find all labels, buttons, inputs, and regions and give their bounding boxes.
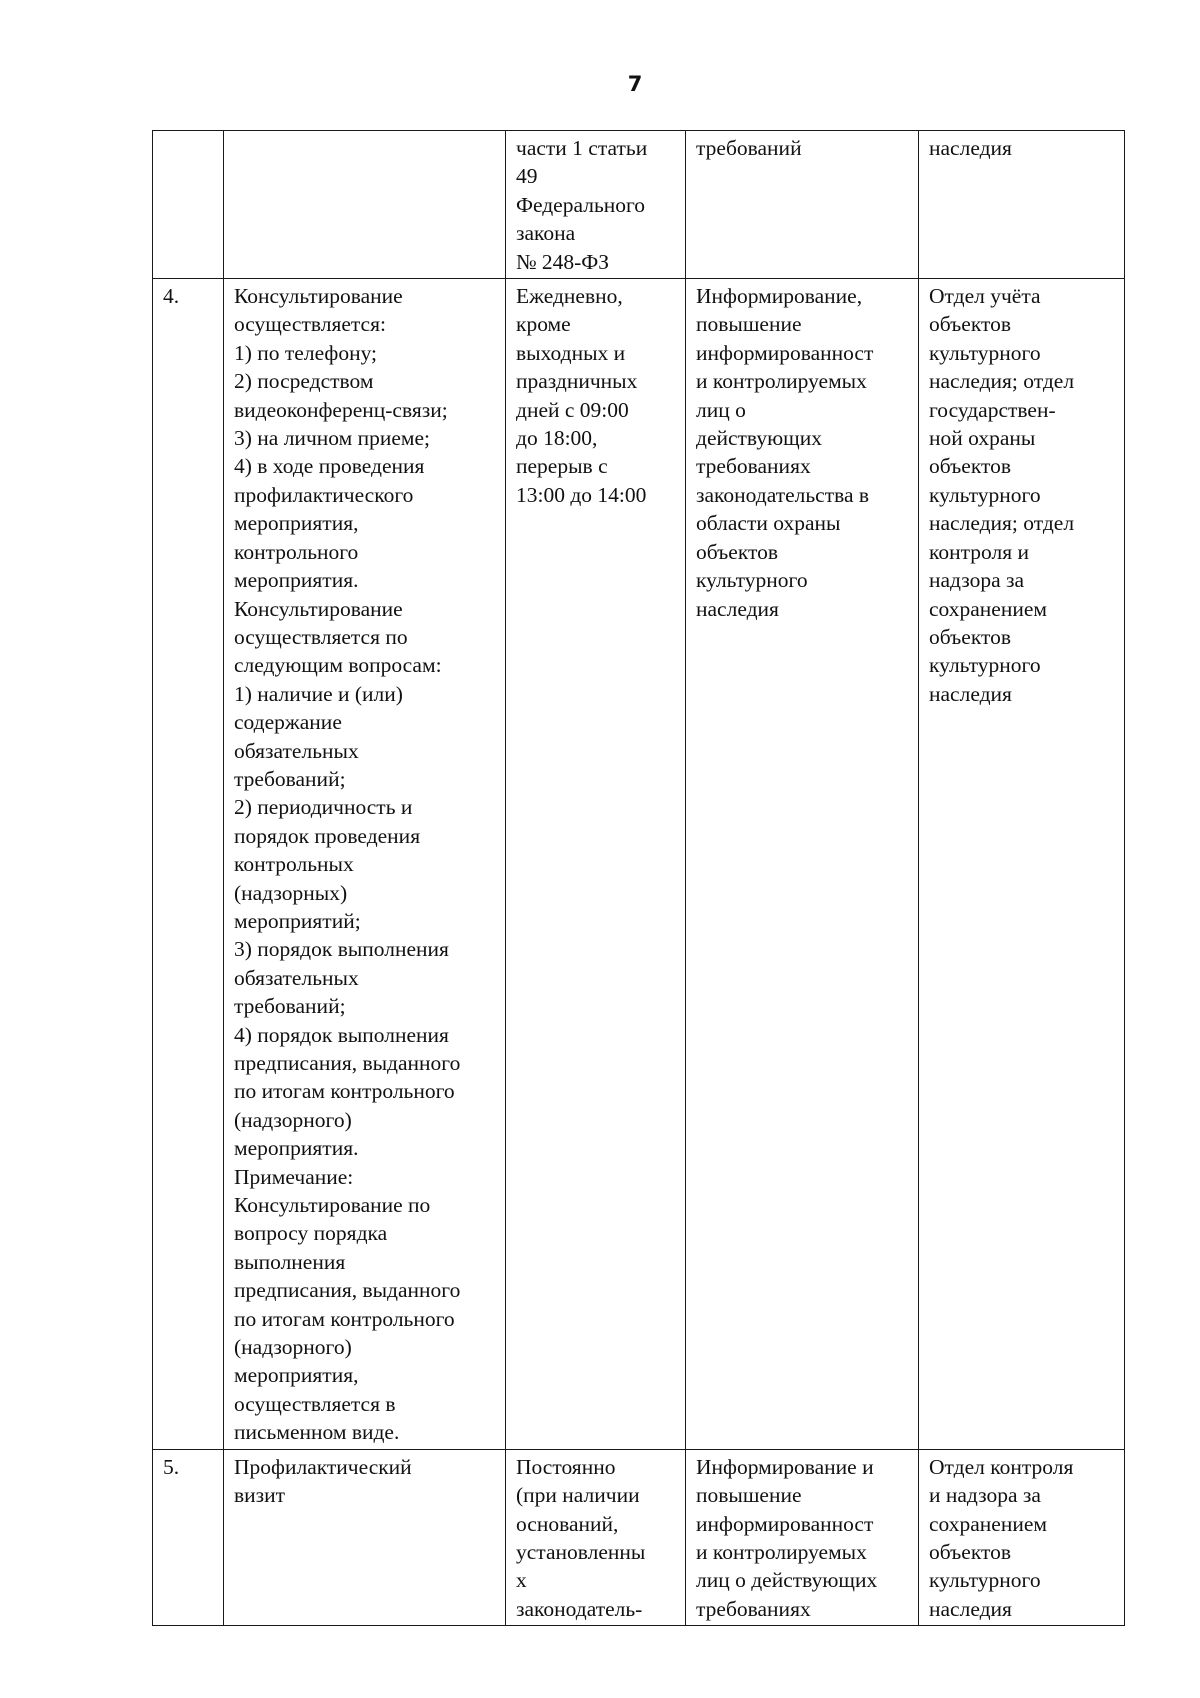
- responsible-cell: наследия: [919, 131, 1125, 279]
- timing-cell: Постоянно (при наличии оснований, установленны х законодатель-: [506, 1449, 686, 1625]
- goal-cell: требований: [686, 131, 919, 279]
- prevention-measures-table: [152, 130, 1125, 1626]
- goal-cell: Информирование, повышение информированност и контролируемых лиц о действующих требованиях законодательства в области охраны объектов культурного наследия: [686, 279, 919, 1450]
- measure-cell: [224, 131, 506, 279]
- goal-cell: Информирование и повышение информированност и контролируемых лиц о действующих требованиях: [686, 1449, 919, 1625]
- row-number-cell: [153, 131, 224, 279]
- page-number: 7: [627, 72, 643, 96]
- measure-cell: Профилактический визит: [224, 1449, 506, 1625]
- timing-cell: части 1 статьи 49 Федерального закона № 248-ФЗ: [506, 131, 686, 279]
- responsible-cell: Отдел учёта объектов культурного наследия; отдел государствен- ной охраны объектов культурного наследия; отдел контроля и надзора за сохранением объектов культурного наследия: [919, 279, 1125, 1450]
- table-row: [153, 279, 1125, 1450]
- measure-cell: Консультирование осуществляется: 1) по телефону; 2) посредством видеоконференц-связи; 3) на личном приеме; 4) в ходе проведения профилактического мероприятия, контрольного мероприятия. Консультирование осуществляется по следующим вопросам: 1) наличие и (или) содержание обязательных требований; 2) периодичность и порядок проведения контрольных (надзорных) мероприятий; 3) порядок выполнения обязательных требований; 4) порядок выполнения предписания, выданного по итогам контрольного (надзорного) мероприятия. Примечание: Консультирование по вопросу порядка выполнения предписания, выданного по итогам контрольного (надзорного) мероприятия, осуществляется в письменном виде.: [224, 279, 506, 1450]
- table-row: [153, 131, 1125, 279]
- timing-cell: Ежедневно, кроме выходных и праздничных дней с 09:00 до 18:00, перерыв с 13:00 до 14:00: [506, 279, 686, 1450]
- responsible-cell: Отдел контроля и надзора за сохранением объектов культурного наследия: [919, 1449, 1125, 1625]
- row-number-cell: 4.: [153, 279, 224, 1450]
- table-row: [153, 1449, 1125, 1625]
- row-number-cell: 5.: [153, 1449, 224, 1625]
